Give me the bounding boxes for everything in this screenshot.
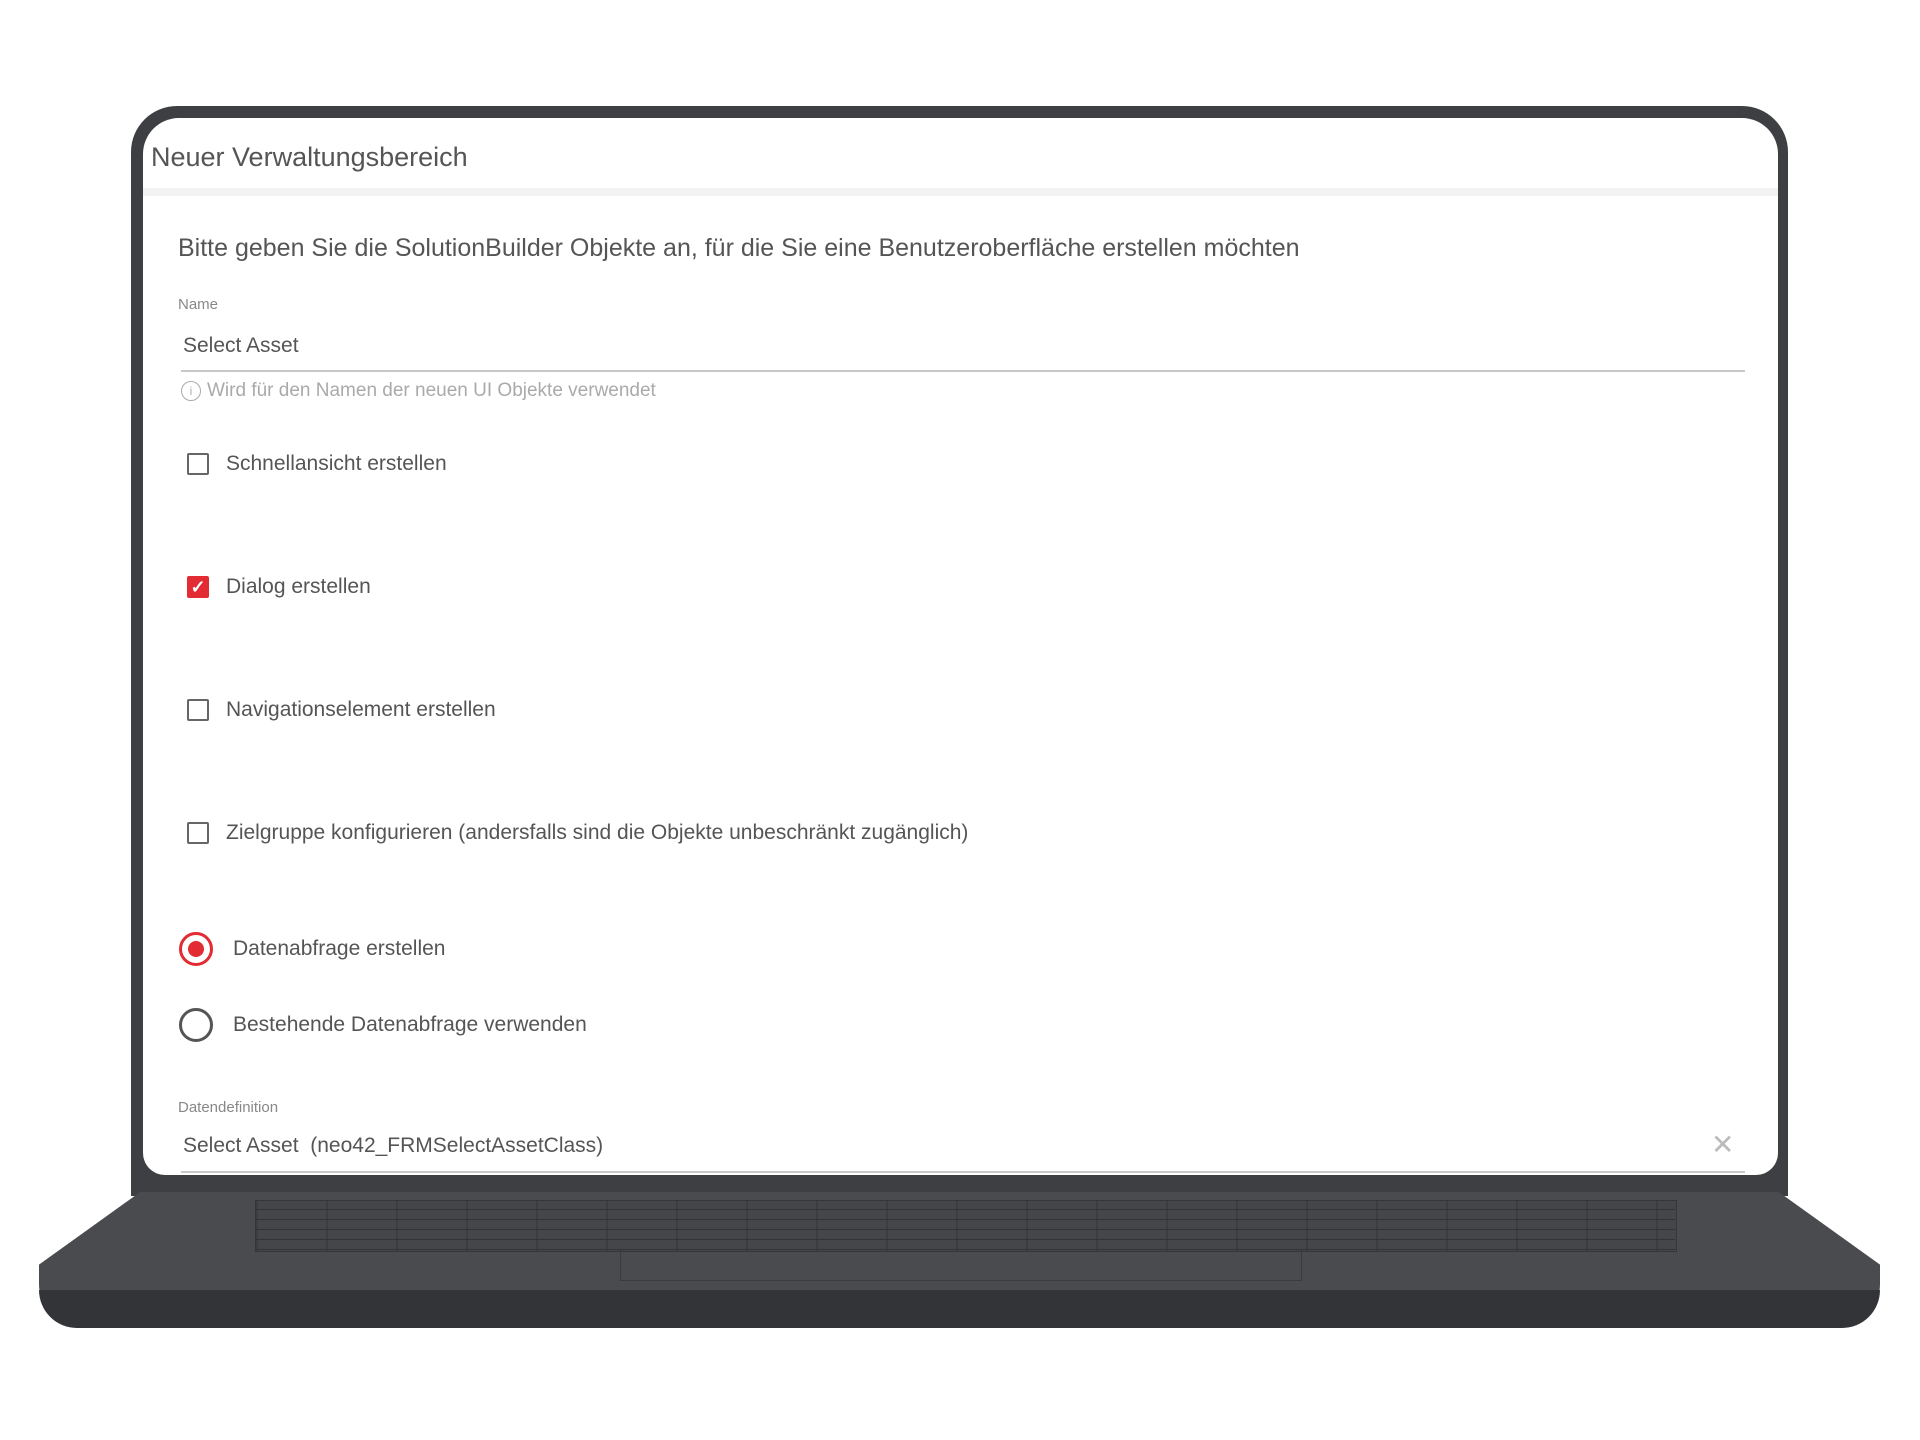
checkbox-checked-icon[interactable]: ✓: [187, 576, 209, 598]
checkbox-label: Schnellansicht erstellen: [226, 452, 447, 475]
radio-label: Datenabfrage erstellen: [233, 937, 446, 960]
checkbox-label: Dialog erstellen: [226, 575, 371, 598]
checkbox-label: Zielgruppe konfigurieren (andersfalls sind die Objekte unbeschränkt zugänglich): [226, 821, 969, 844]
datendefinition-input[interactable]: Select Asset (neo42_FRMSelectAssetClass): [183, 1134, 604, 1157]
radio-datenabfrage-erstellen[interactable]: [179, 932, 445, 966]
laptop-base-edge: [39, 1290, 1880, 1328]
checkbox-navigationselement[interactable]: [187, 698, 496, 722]
checkbox-dialog[interactable]: [187, 575, 371, 599]
name-input-underline: [181, 370, 1745, 372]
trackpad: [620, 1250, 1302, 1281]
checkbox-zielgruppe[interactable]: [187, 821, 968, 845]
radio-icon[interactable]: [179, 1008, 213, 1042]
datendefinition-label: Datendefinition: [178, 1099, 279, 1116]
radio-bestehende-datenabfrage[interactable]: [179, 1008, 587, 1042]
dialog: [143, 118, 1778, 1175]
info-icon: i: [181, 381, 201, 401]
instruction-text: Bitte geben Sie die SolutionBuilder Objekte an, für die Sie eine Benutzeroberfläche erstellen möchten: [178, 234, 1300, 262]
checkbox-label: Navigationselement erstellen: [226, 698, 496, 721]
header-divider: [143, 188, 1778, 196]
name-hint: [181, 380, 656, 402]
name-label: Name: [178, 296, 219, 313]
datendefinition-underline: [181, 1171, 1745, 1173]
name-input[interactable]: Select Asset: [183, 334, 299, 357]
clear-icon[interactable]: ✕: [1711, 1129, 1735, 1160]
checkbox-box[interactable]: [187, 699, 209, 721]
dialog-title: Neuer Verwaltungsbereich: [151, 142, 468, 172]
keyboard-rows: [255, 1200, 1675, 1250]
hint-text: Wird für den Namen der neuen UI Objekte verwendet: [207, 380, 656, 401]
checkbox-box[interactable]: [187, 453, 209, 475]
radio-label: Bestehende Datenabfrage verwenden: [233, 1013, 587, 1036]
checkbox-schnellansicht[interactable]: [187, 452, 447, 476]
radio-selected-icon[interactable]: [179, 932, 213, 966]
checkbox-box[interactable]: [187, 822, 209, 844]
